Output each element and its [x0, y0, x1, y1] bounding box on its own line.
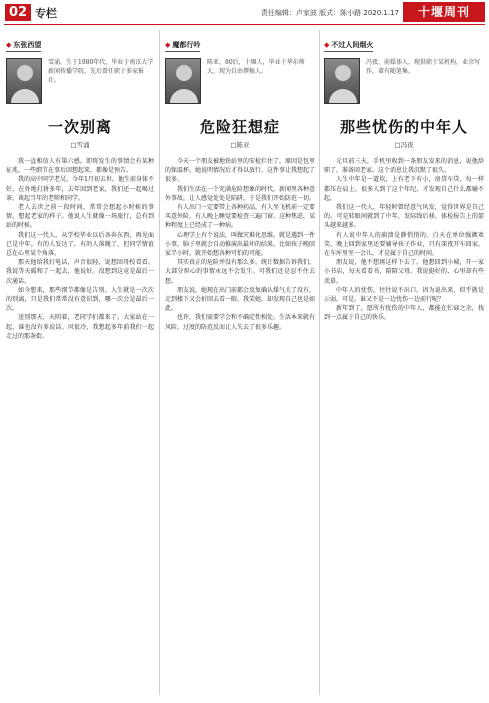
- header-rule: [4, 24, 485, 25]
- paragraph: 有人说中年人的崩溃是静悄悄的。白天在单位强颜欢笑，晚上回到家里还要辅导孩子作业，只有深夜开车回家，在车库里坐一会儿，才是属于自己的时间。: [324, 231, 484, 258]
- paragraph: 中年人的忧伤，往往说不出口。因为说出来，似乎就是示弱。可是，谁又不是一边忧伤一边前行呢？: [324, 286, 484, 304]
- column-divider: [319, 30, 320, 695]
- paragraph: 我们生活在一个充满危险想象的时代。新闻里各种意外事故，让人感觉处处是陷阱，于是我们开始防范一切。: [165, 185, 315, 202]
- article-byline: □陈亚: [230, 141, 250, 149]
- column-fireworks: [324, 32, 484, 697]
- paragraph: 我一直相信人有第六感。即将发生的事情会有某种征兆，一些细节在事后回想起来，都像是预告。: [6, 158, 154, 175]
- author-bio: 雪涌，生于1980年代，毕业于南京大学新闻传播学院，先后曾任职于多家报社。: [48, 59, 154, 84]
- masthead-logo: 十堰周刊: [403, 2, 485, 22]
- column-shanghai: [165, 32, 315, 697]
- author-photo: [165, 58, 201, 104]
- paragraph: 那天他给我打电话，声音很轻，说想回母校看看。我说等天暖和了一起去，他说好。没想到这竟是最后一次通话。: [6, 259, 154, 285]
- paragraph: 我的高中同学老吴，今年1月初去世。他生前身体不好，在外地打拼多年，去年回到老家，我们还一起喝过茶，谈起当年的老师和同学。: [6, 176, 154, 202]
- paragraph: 如今想来，那些细节都像是告别。人生就是一次次的别离，只是我们常常没有意识到，哪一次会是最后一次。: [6, 286, 154, 313]
- paragraph: 今天一个朋友被地铁站里的安检拦住了，原因是包里的保温杯。她说明情况后才得以放行。这件事让我想起了很多。: [165, 158, 315, 184]
- author-block: [6, 58, 154, 106]
- author-photo: [324, 58, 360, 104]
- article-byline: □冯夜: [394, 141, 414, 149]
- paragraph: 送别那天，天阴着，老同学们都来了。大家站在一起，谁也没有多说话。风很冷，我想起多年前我们一起走过的那条街。: [6, 314, 154, 340]
- paragraph: 老人去世之前一段时间，常常会想起小时候的事情，想起老家的样子。他说人生就像一场旅行，总有到站的时候。: [6, 204, 154, 230]
- author-bio: 冯夜，前媒体人，现供职于某机构，业余写作，著有随笔集。: [366, 59, 481, 75]
- article-body: [165, 157, 315, 332]
- page-number: 02: [5, 4, 31, 21]
- paragraph: 元旦前三天，手机里收到一条朋友发来的消息，说他辞职了，准备回老家。这个消息让我沉默了很久。: [324, 158, 484, 175]
- column-divider: [159, 30, 160, 695]
- article-body: [6, 157, 154, 341]
- article-byline: □雪涌: [70, 141, 90, 149]
- page-header: [0, 0, 489, 24]
- paragraph: 我们这一代人，从学校毕业以后各奔东西，再见面已是中年。有的人发达了，有的人落魄了，但同学情谊总在心里某个角落。: [6, 231, 154, 258]
- column-tag: ◆ 东张西望: [6, 40, 41, 52]
- paragraph: 也许，我们需要学会和不确定性相处。生活本来就有风险，过度的防范反而让人失去了很多乐趣。: [165, 314, 315, 331]
- paragraph: 心理学上有个说法，叫做灾难化思维。就是遇到一件小事，脑子里就会自动推演出最坏的结果。比如孩子晚回家半小时，就开始想各种可怕的可能。: [165, 231, 315, 258]
- article-title: 一次别离: [47, 118, 112, 136]
- paragraph: 有人出门一定要带上各种药品，有人坐飞机前一定要买意外险，有人晚上睡觉要检查三遍门窗。这种焦虑，某种程度上已经成了一种病。: [165, 204, 315, 230]
- paragraph: 朋友说，她现在出门前都会反复确认煤气关了没有，走到楼下又会折回去看一眼。我笑她，却发现自己也是如此。: [165, 286, 315, 313]
- article-title: 那些忧伤的中年人: [339, 118, 468, 136]
- column-tag: ◆ 不过人间烟火: [324, 40, 373, 52]
- author-bio: 陈亚，80后，十堰人，毕业于华东师大，现为自由撰稿人。: [207, 59, 305, 75]
- article-title: 危险狂想症: [199, 118, 280, 136]
- paragraph: 我们这一代人，年轻时曾经意气风发，觉得世界是自己的。可是转眼间就到了中年，发际线后移，体检报告上的箭头越来越多。: [324, 204, 484, 230]
- editor-meta: 责任编辑：卢家波 版式：陈小路 2020.1.17: [260, 9, 399, 17]
- paragraph: 朋友说，他不想再这样下去了。他想回到小城，开一家小书店，每天看看书，陪陪父母。我说挺好的，心里却有些羡慕。: [324, 259, 484, 285]
- author-block: [165, 58, 315, 106]
- column-tag: ◆ 魔都行吟: [165, 40, 200, 52]
- paragraph: 新年到了，愿所有忧伤的中年人，都能在忙碌之余，找到一点属于自己的快乐。: [324, 305, 484, 322]
- paragraph: 人生中年是一道坎，上有老下有小，房贷车贷，每一样都压在肩上。很多人到了这个年纪，才发现自己什么都输不起。: [324, 176, 484, 202]
- author-photo: [6, 58, 42, 104]
- section-name: 专栏: [35, 7, 57, 20]
- column-east-west: [6, 32, 154, 697]
- paragraph: 其实真正的危险并没有那么多。统计数据告诉我们，大部分担心的事情永远不会发生。可我们还是忍不住去想。: [165, 259, 315, 285]
- article-body: [324, 157, 484, 323]
- author-block: [324, 58, 484, 106]
